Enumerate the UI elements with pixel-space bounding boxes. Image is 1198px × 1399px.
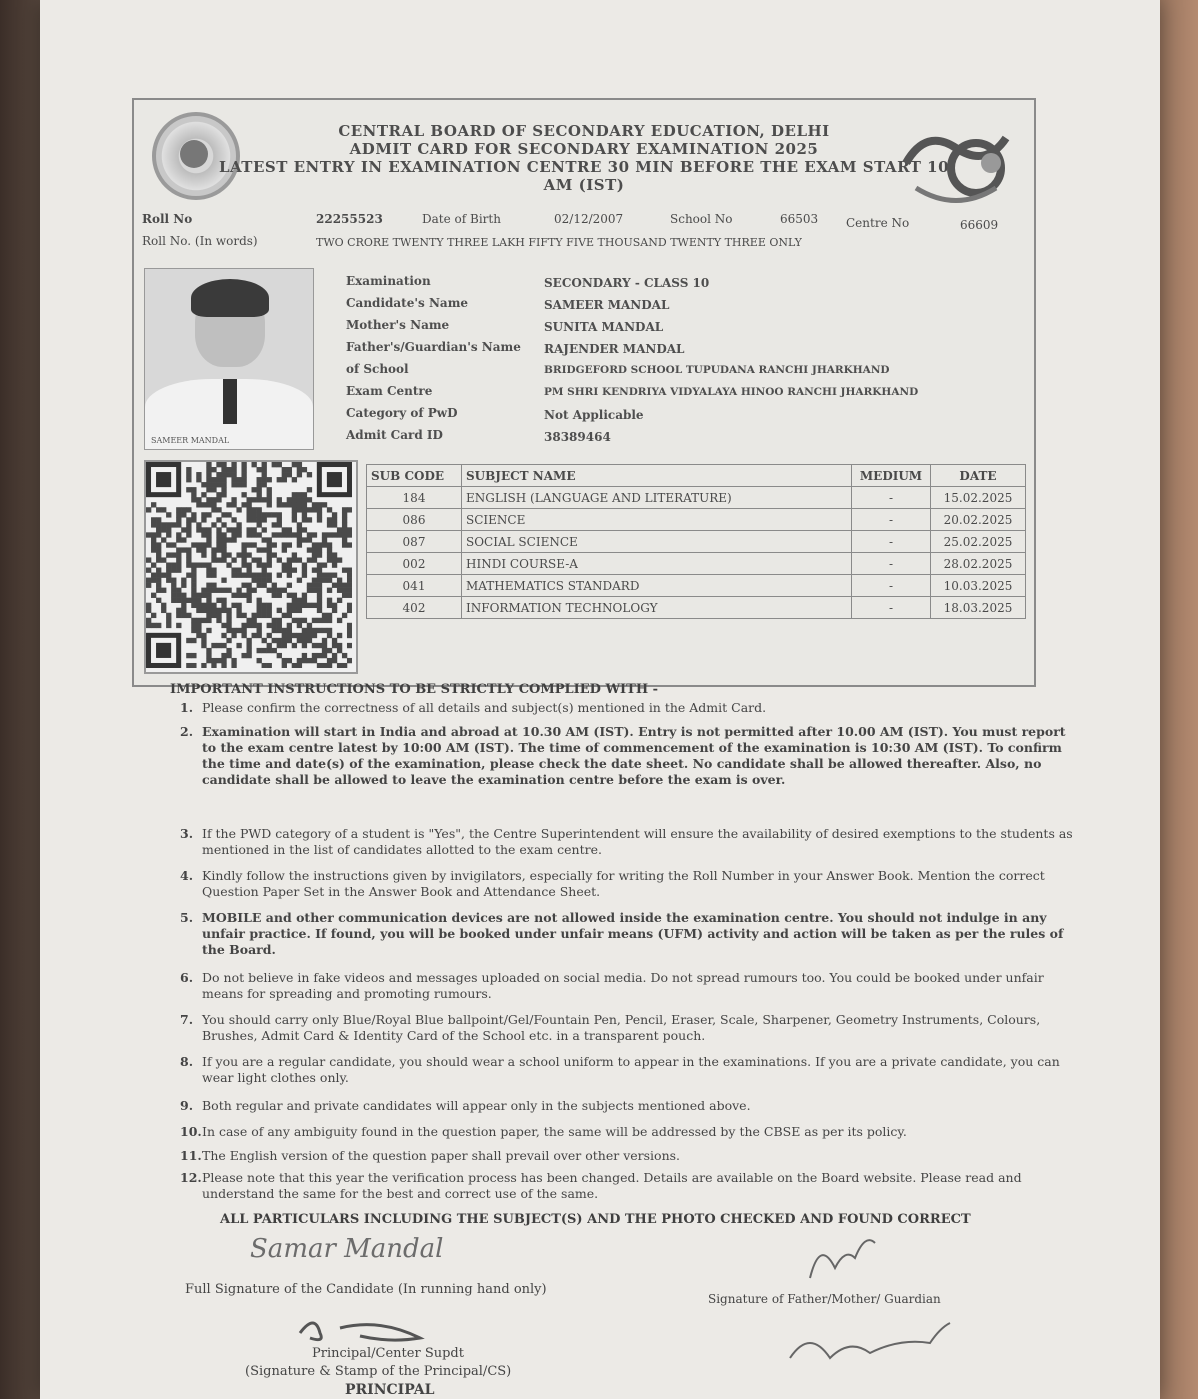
instruction-number: 10. [180,1124,202,1139]
table-row [367,487,1026,509]
info-key: of School [346,362,409,376]
instruction-item [180,1148,1075,1164]
dob-label: Date of Birth [422,212,501,226]
medium: - [852,553,931,575]
subject-name: SCIENCE [462,509,852,531]
subject-name: HINDI COURSE-A [462,553,852,575]
instruction-text: MOBILE and other communication devices are not allowed inside the examination centre. You should not indulge in any unfair practice. If found, you will be booked under unfair means (UFM) activity and action will be taken as per the rules of the Board. [202,910,1064,957]
instruction-text: The English version of the question paper shall prevail over other versions. [202,1148,681,1163]
header-subject-name: SUBJECT NAME [462,465,852,487]
exam-date: 20.02.2025 [931,509,1026,531]
exam-date: 10.03.2025 [931,575,1026,597]
instruction-text: Examination will start in India and abroad at 10.30 AM (IST). Entry is not permitted after 10.00 AM (IST). You must report to the exam centre latest by 10:00 AM (IST). The time of commencement of the examination is 10:30 AM (IST). To confirm the time and date(s) of the examination, please check the date sheet. No candidate shall be allowed thereafter. Also, no candidate shall be allowed to leave the examination centre before the exam is over. [202,724,1066,787]
instruction-text: Please confirm the correctness of all details and subject(s) mentioned in the Admit Card. [202,700,767,715]
all-particulars-statement: ALL PARTICULARS INCLUDING THE SUBJECT(S) AND THE PHOTO CHECKED AND FOUND CORRECT [220,1212,971,1227]
header-line-3: LATEST ENTRY IN EXAMINATION CENTRE 30 MIN BEFORE THE EXAM START 10 [218,158,950,176]
instruction-item [180,1098,1075,1114]
sub-code: 402 [367,597,462,619]
instruction-number: 1. [180,700,194,715]
sub-code: 184 [367,487,462,509]
candidate-photo [144,268,314,450]
instruction-item [180,910,1075,958]
info-value: 38389464 [544,430,611,444]
header-line-4: AM (IST) [543,176,625,194]
info-key: Mother's Name [346,318,450,332]
roll-words-value: TWO CRORE TWENTY THREE LAKH FIFTY FIVE THOUSAND TWENTY THREE ONLY [316,236,802,249]
header-line-2: ADMIT CARD FOR SECONDARY EXAMINATION 2025 [349,140,819,158]
instruction-text: Both regular and private candidates will appear only in the subjects mentioned above. [202,1098,751,1113]
roll-value: 22255523 [316,212,383,226]
centre-value: 66609 [960,218,999,232]
instruction-item [180,1012,1075,1044]
school-label: School No [670,212,733,226]
subject-name: INFORMATION TECHNOLOGY [462,597,852,619]
admit-card-paper [40,0,1160,1399]
table-row [367,575,1026,597]
header-medium: MEDIUM [852,465,931,487]
instruction-text: Do not believe in fake videos and messages uploaded on social media. Do not spread rumours too. You could be booked under unfair means for spreading and promoting rumours. [202,970,1044,1001]
info-key: Examination [346,274,431,288]
instruction-text: Please note that this year the verification process has been changed. Details are available on the Board website. Please read and understand the same for the best and correct use of the same. [202,1170,1022,1201]
instructions-heading: IMPORTANT INSTRUCTIONS TO BE STRICTLY COMPLIED WITH - [170,682,659,697]
table-row [367,597,1026,619]
dob-value: 02/12/2007 [554,212,624,226]
parent-signature-icon [800,1228,890,1288]
info-key: Candidate's Name [346,296,469,310]
instruction-item [180,1054,1075,1086]
instruction-number: 5. [180,910,194,925]
medium: - [852,487,931,509]
instruction-number: 8. [180,1054,194,1069]
sub-code: 041 [367,575,462,597]
roll-words-label: Roll No. (In words) [142,234,258,248]
roll-label: Roll No [142,212,193,226]
principal-stamp-label: (Signature & Stamp of the Principal/CS) [245,1364,512,1379]
exam-date: 18.03.2025 [931,597,1026,619]
instruction-item [180,1124,1075,1140]
info-value: SECONDARY - CLASS 10 [544,276,710,290]
instruction-text: In case of any ambiguity found in the question paper, the same will be addressed by the CBSE as per its policy. [202,1124,907,1139]
table-row [367,509,1026,531]
info-key: Father's/Guardian's Name [346,340,521,354]
instruction-text: If you are a regular candidate, you should wear a school uniform to appear in the examinations. If you are a private candidate, you can wear light clothes only. [202,1054,1060,1085]
principal-stamp: PRINCIPAL [345,1382,435,1398]
medium: - [852,575,931,597]
instruction-number: 11. [180,1148,202,1163]
sub-code: 086 [367,509,462,531]
instruction-item [180,724,1075,788]
subjects-header-row [367,465,1026,487]
info-key: Admit Card ID [346,428,443,442]
info-value: SUNITA MANDAL [544,320,664,334]
table-row [367,553,1026,575]
instruction-text: Kindly follow the instructions given by invigilators, especially for writing the Roll Number in your Answer Book. Mention the correct Question Paper Set in the Answer Book and Attendance Sheet. [202,868,1045,899]
exam-date: 25.02.2025 [931,531,1026,553]
header-sub-code: SUB CODE [367,465,462,487]
header-line-1: CENTRAL BOARD OF SECONDARY EDUCATION, DELHI [338,122,830,140]
sub-code: 087 [367,531,462,553]
instruction-text: You should carry only Blue/Royal Blue ballpoint/Gel/Fountain Pen, Pencil, Eraser, Scale, Sharpener, Geometry Instruments, Colours, Brushes, Admit Card & Identity Card of the School etc. in a transparent pouch. [202,1012,1041,1043]
stamp-signature-icon [780,1318,960,1378]
medium: - [852,531,931,553]
instruction-number: 2. [180,724,194,739]
candidate-signature-label: Full Signature of the Candidate (In running hand only) [185,1282,547,1297]
instruction-number: 9. [180,1098,194,1113]
anniversary-logo-icon [896,118,1016,213]
exam-date: 15.02.2025 [931,487,1026,509]
instruction-number: 12. [180,1170,202,1185]
principal-label: Principal/Center Supdt [312,1346,464,1361]
subject-name: ENGLISH (LANGUAGE AND LITERATURE) [462,487,852,509]
exam-date: 28.02.2025 [931,553,1026,575]
instruction-item [180,868,1075,900]
info-value: RAJENDER MANDAL [544,342,685,356]
instruction-number: 4. [180,868,194,883]
parent-signature-label: Signature of Father/Mother/ Guardian [708,1292,941,1306]
info-value: BRIDGEFORD SCHOOL TUPUDANA RANCHI JHARKHAND [544,364,890,376]
instruction-item [180,1170,1075,1202]
background-left [0,0,45,1399]
centre-label: Centre No [846,216,910,230]
candidate-signature: Samar Mandal [250,1234,444,1264]
info-value: SAMEER MANDAL [544,298,670,312]
instruction-item [180,826,1075,858]
school-value: 66503 [780,212,819,226]
sub-code: 002 [367,553,462,575]
principal-signature-icon [290,1308,450,1348]
info-key: Category of PwD [346,406,458,420]
photo-caption: SAMEER MANDAL [151,436,230,445]
info-value: Not Applicable [544,408,644,422]
subject-name: MATHEMATICS STANDARD [462,575,852,597]
admit-card [132,98,1036,687]
subjects-table [366,464,1026,619]
subject-name: SOCIAL SCIENCE [462,531,852,553]
qr-code [144,460,358,674]
info-key: Exam Centre [346,384,433,398]
instruction-text: If the PWD category of a student is "Yes", the Centre Superintendent will ensure the availability of desired exemptions to the students as mentioned in the list of candidates allotted to the exam centre. [202,826,1073,857]
instruction-item [180,970,1075,1002]
medium: - [852,509,931,531]
header-date: DATE [931,465,1026,487]
instruction-number: 7. [180,1012,194,1027]
info-value: PM SHRI KENDRIYA VIDYALAYA HINOO RANCHI JHARKHAND [544,386,919,398]
instruction-number: 6. [180,970,194,985]
table-row [367,531,1026,553]
instruction-item [180,700,1075,716]
instruction-number: 3. [180,826,194,841]
medium: - [852,597,931,619]
